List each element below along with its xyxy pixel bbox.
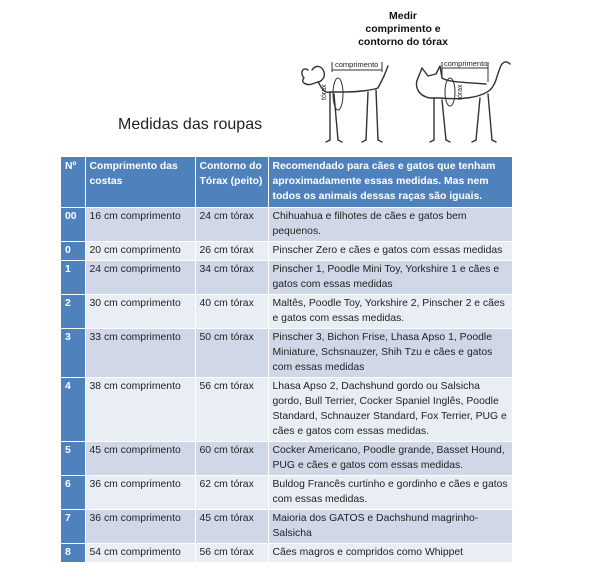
recommendation-cell: Cães magros e compridos como Whippet	[268, 544, 512, 563]
size-number: 3	[61, 329, 85, 378]
cat-drawing	[417, 62, 511, 142]
cat-chest-label: tórax	[457, 84, 464, 100]
length-cell: 24 cm comprimento	[85, 261, 195, 295]
header-number: Nº	[61, 157, 85, 208]
header-length: Comprimento das costas	[85, 157, 195, 208]
recommendation-cell: Chihuahua e filhotes de cães e gatos bem pequenos.	[268, 208, 512, 242]
table-row	[61, 261, 512, 295]
recommendation-cell: Pinscher 1, Poodle Mini Toy, Yorkshire 1 e cães e gatos com essas medidas	[268, 261, 512, 295]
length-cell: 45 cm comprimento	[85, 442, 195, 476]
recommendation-cell: Pinscher Zero e cães e gatos com essas medidas	[268, 242, 512, 261]
recommendation-cell: Cocker Americano, Poodle grande, Basset Hound, PUG e cães e gatos com essas medidas.	[268, 442, 512, 476]
chest-cell: 56 cm tórax	[195, 544, 268, 563]
chest-cell: 24 cm tórax	[195, 208, 268, 242]
page-title: Medidas das roupas	[118, 116, 263, 133]
recommendation-cell: Maioria dos GATOS e Dachshund magrinho-Salsicha	[268, 510, 512, 544]
dog-length-label: comprimento	[335, 60, 379, 69]
recommendation-cell: Buldog Francês curtinho e gordinho e cães e gatos com essas medidas.	[268, 476, 512, 510]
table-header-row	[61, 157, 512, 208]
size-number: 4	[61, 378, 85, 442]
cat-length-label: comprimento	[444, 59, 488, 68]
table-row	[61, 510, 512, 544]
chest-cell: 60 cm tórax	[195, 442, 268, 476]
dog-chest-label: tórax	[321, 84, 328, 100]
size-number: 6	[61, 476, 85, 510]
chest-cell: 40 cm tórax	[195, 295, 268, 329]
table-row	[61, 295, 512, 329]
header-chest: Contorno do Tórax (peito)	[195, 157, 268, 208]
caption-line: comprimento e	[365, 23, 441, 35]
size-number: 8	[61, 544, 85, 563]
dog-cat-measurement-illustration	[290, 48, 530, 150]
size-number: 1	[61, 261, 85, 295]
length-cell: 16 cm comprimento	[85, 208, 195, 242]
size-number: 7	[61, 510, 85, 544]
dog-drawing	[302, 66, 388, 142]
table-row	[61, 442, 512, 476]
length-cell: 20 cm comprimento	[85, 242, 195, 261]
length-cell: 33 cm comprimento	[85, 329, 195, 378]
header-recommendation: Recomendado para cães e gatos que tenham aproximadamente essas medidas. Mas nem todos os animais dessas raças são iguais.	[268, 157, 512, 208]
table-row	[61, 242, 512, 261]
recommendation-cell: Pinscher 3, Bichon Frise, Lhasa Apso 1, Poodle Miniature, Schsnauzer, Shih Tzu e cães e gatos com essas medidas	[268, 329, 512, 378]
length-cell: 36 cm comprimento	[85, 510, 195, 544]
size-number: 5	[61, 442, 85, 476]
size-number: 0	[61, 242, 85, 261]
illustration-caption	[338, 10, 468, 49]
recommendation-cell: Maltês, Poodle Toy, Yorkshire 2, Pinscher 2 e cães e gatos com essas medidas.	[268, 295, 512, 329]
cat-chest-marker	[445, 78, 455, 106]
size-number: 2	[61, 295, 85, 329]
length-cell: 54 cm comprimento	[85, 544, 195, 563]
recommendation-cell: Lhasa Apso 2, Dachshund gordo ou Salsicha gordo, Bull Terrier, Cocker Spaniel Inglês, Poodle Standard, Schnauzer Standard, Fox Terrier, PUG e cães e gatos com essas medidas.	[268, 378, 512, 442]
chest-cell: 56 cm tórax	[195, 378, 268, 442]
size-table	[61, 157, 512, 563]
length-cell: 30 cm comprimento	[85, 295, 195, 329]
length-cell: 36 cm comprimento	[85, 476, 195, 510]
table-row	[61, 378, 512, 442]
table-row	[61, 476, 512, 510]
caption-line: contorno do tórax	[358, 36, 448, 48]
chest-cell: 50 cm tórax	[195, 329, 268, 378]
caption-line: Medir	[388, 10, 417, 22]
chest-cell: 62 cm tórax	[195, 476, 268, 510]
size-number: 00	[61, 208, 85, 242]
table-row	[61, 208, 512, 242]
chest-cell: 26 cm tórax	[195, 242, 268, 261]
table-row	[61, 329, 512, 378]
table-row	[61, 544, 512, 563]
chest-cell: 34 cm tórax	[195, 261, 268, 295]
length-cell: 38 cm comprimento	[85, 378, 195, 442]
chest-cell: 45 cm tórax	[195, 510, 268, 544]
